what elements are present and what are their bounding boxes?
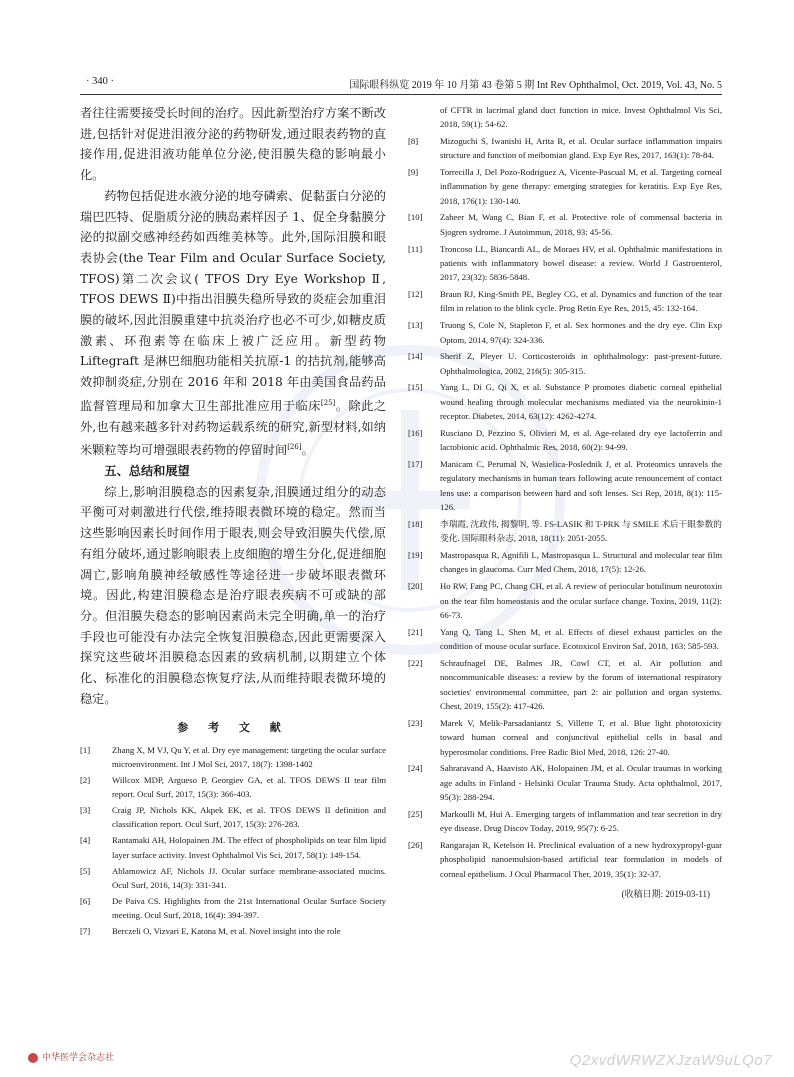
reference-number: [22] xyxy=(408,657,423,668)
reference-item xyxy=(408,287,722,316)
reference-number: [10] xyxy=(408,212,423,223)
reference-number: [18] xyxy=(408,518,423,529)
reference-number: [9] xyxy=(408,166,419,177)
body-paragraph-3: 综上,影响泪膜稳态的因素复杂,泪膜通过组分的动态平衡可对刺激进行代偿,维持眼表微环境的稳定。然而当这些影响因素长时间作用于眼表,则会导致泪膜失代偿,原有组分破坏,通过影响眼表上皮细胞的增生分化,促进细胞凋亡,影响角膜神经敏感性等途径进一步破坏眼表微环境。因此,构建泪膜稳态是治疗眼表疾病不可或缺的部分。但泪膜失稳态的影响因素尚未完全明确,单一的治疗手段也可能没有办法完全恢复泪膜稳态,因此更需要深入探究这些破坏泪膜稳态因素的致病机制,以期建立个体化、标准化的泪膜稳态恢复疗法,从而维持眼表微环境的稳定。 xyxy=(80,484,386,706)
reference-item xyxy=(80,833,386,861)
reference-text: Braun RJ, King-Smith PE, Begley CG, et al. Dynamics and function of the tear film in relation to the blink cycle. Prog Retin Eye Res, 2015, 45: 132-164. xyxy=(440,289,722,314)
reference-7-continuation: of CFTR in lacrimal gland duct function in mice. Invest Ophthalmol Vis Sci, 2018, 59(1): 54-62. xyxy=(440,105,722,130)
reference-item xyxy=(408,318,722,347)
reference-item xyxy=(408,716,722,759)
reference-text: Troncoso LL, Biancardi AL, de Moraes HV, et al. Ophthalmic manifestations in patients with inflammatory bowel disease: a review. World J Gastroenterol, 2017, 23(32): 5836-5848. xyxy=(440,243,722,283)
reference-number: [15] xyxy=(408,382,423,393)
reference-text: Zhang X, M VJ, Qu Y, et al. Dry eye management: targeting the ocular surface microenvironment. Int J Mol Sci, 2017, 18(7): 1398-1402 xyxy=(112,744,386,769)
reference-text: Sahraravand A, Haavisto AK, Holopainen JM, et al. Ocular traumas in working age adults in Finland - Helsinki Ocular Trauma Study. Acta ophthalmol, 2017, 95(3): 288-294. xyxy=(440,763,722,803)
reference-text: Mizoguchi S, Iwanishi H, Arita R, et al. Ocular surface inflammation impairs structure and function of meibomian gland. Exp Eye Res, 2017, 163(1): 78-84. xyxy=(440,135,722,161)
reference-number: [12] xyxy=(408,289,423,300)
reference-item xyxy=(408,548,722,577)
reference-item xyxy=(408,380,722,423)
reference-text: Rantamaki AH, Holopainen JM. The effect of phospholipids on tear film lipid layer surface activity. Invest Ophthalmol Vis Sci, 2017, 58(1): 149-154. xyxy=(112,835,386,860)
reference-item xyxy=(408,134,722,163)
section-heading-conclusion: 五、总结和展望 xyxy=(104,464,190,479)
citation-26: [26] xyxy=(287,443,302,452)
reference-number: [14] xyxy=(408,351,423,362)
reference-item xyxy=(80,743,386,771)
reference-item xyxy=(408,165,722,208)
body-paragraph-2: 药物包括促进水液分泌的地夸磷索、促黏蛋白分泌的瑞巴匹特、促脂质分泌的胰岛素样因子 1、促全身黏膜分泌的拟副交感神经药如西维美林等。此外,国际泪膜和眼表协会(the Tear Film and Ocular Surface Society, TFOS)第二次会议( TFOS Dry Eye Workshop Ⅱ, TFOS DEWS Ⅱ)中指出泪膜失稳所导致的炎症会加重泪膜的破坏,因此泪膜重建中抗炎治疗也必不可少,如糖皮质激素、环孢素等在临床上被广泛应用。新型药物 Liftegraft 是淋巴细胞功能相关抗原-1 的拮抗剂,能够高效抑制炎症,分别在 2016 年和 2018 年由美国食品药品监督管理局和加拿大卫生部批准应用于临床[25]。除此之外,也有越来越多针对药物运载系统的研究,新型材料,如纳米颗粒等均可增强眼表药物的停留时间[26]。 xyxy=(80,188,387,458)
reference-text: Ablamowicz AF, Nichols JJ. Ocular surface membrane-associated mucins. Ocul Surf, 2016, 14(3): 331-341. xyxy=(112,865,386,890)
reference-list-right xyxy=(408,134,722,881)
reference-text: Torrecilla J, Del Pozo-Rodriguez A, Vicente-Pascual M, et al. Targeting corneal inflammation by gene therapy: emerging strategies for keratitis. Exp Eye Res, 2018, 176(1): 130-140. xyxy=(440,166,722,206)
journal-citation-line: 国际眼科纵览 2019 年 10 月第 43 卷第 5 期 Int Rev Ophthalmol, Oct. 2019, Vol. 43, No. 5 xyxy=(349,80,722,91)
reference-text: Mastropasqua R, Agnifili L, Mastropasqua L. Structural and molecular tear film changes in glaucoma. Curr Med Chem, 2018, 17(5): 12-26. xyxy=(440,550,722,575)
citation-25: [25] xyxy=(320,398,336,407)
reference-item xyxy=(80,773,386,801)
reference-number: [24] xyxy=(408,763,423,774)
left-column xyxy=(80,103,386,940)
reference-number: [4] xyxy=(80,835,91,846)
reference-number: [11] xyxy=(408,243,423,254)
received-date: (收稿日期: 2019-03-11) xyxy=(621,889,710,900)
reference-item xyxy=(80,803,386,831)
reference-item xyxy=(80,864,386,892)
publisher-seal-icon xyxy=(28,1053,38,1063)
right-column xyxy=(408,103,722,900)
reference-number: [5] xyxy=(80,865,91,876)
reference-text: 李瑞霞, 沈政伟, 揭黎明, 等. FS-LASIK 和 T-PRK 与 SMILE 术后干眼参数的变化. 国际眼科杂志, 2018, 18(11): 2051-2055. xyxy=(440,518,722,544)
reference-number: [21] xyxy=(408,626,423,637)
reference-number: [23] xyxy=(408,717,423,728)
reference-number: [7] xyxy=(80,926,91,937)
reference-number: [16] xyxy=(408,427,423,438)
reference-item xyxy=(80,894,386,922)
page-header xyxy=(80,72,722,95)
reference-number: [17] xyxy=(408,459,423,470)
reference-text: Markoulli M, Hui A. Emerging targets of inflammation and tear secretion in dry eye disease. Drug Discov Today, 2019, 95(7): 6-25. xyxy=(440,808,722,834)
reference-text: De Paiva CS. Highlights from the 21st International Ocular Surface Society meeting. Ocul Surf, 2018, 16(4): 394-397. xyxy=(112,896,386,921)
reference-item xyxy=(408,656,722,714)
reference-item xyxy=(408,761,722,804)
reference-number: [3] xyxy=(80,805,91,816)
reference-number: [19] xyxy=(408,550,423,561)
reference-text: Manicam C, Perumal N, Wasielica-Poslednik J, et al. Proteomics unravels the regulatory mechanisms in human tears following acute renouncement of contact lens use: a comparison between hard and soft lenses. Sci Rep, 2018, 8(1): 115-126. xyxy=(440,459,722,513)
reference-number: [6] xyxy=(80,896,91,906)
reference-text: Marek V, Melik-Parsadaniantz S, Villette T, et al. Blue light phototoxicity toward human corneal and conjunctival epithelial cells in basal and hyperosmolar conditions. Free Radic Biol Med, 2018, 126: 27-40. xyxy=(440,717,722,757)
reference-number: [13] xyxy=(408,320,423,331)
reference-item xyxy=(408,517,722,546)
reference-text: Truong S, Cole N, Stapleton F, et al. Sex hormones and the dry eye. Clin Exp Optom, 2014, 97(4): 324-336. xyxy=(440,320,722,345)
publisher-logo: 中华医学会杂志社 xyxy=(28,1050,114,1063)
reference-item xyxy=(408,838,722,881)
reference-list-left xyxy=(80,743,386,939)
reference-item xyxy=(408,807,722,836)
reference-text: Yang Q, Tang L, Shen M, et al. Effects of diesel exhaust particles on the condition of mouse ocular surface. Ecotoxicol Environ Saf, 2018, 163: 585-593. xyxy=(440,626,722,652)
reference-item xyxy=(408,426,722,455)
body-paragraph-1: 者往往需要接受长时间的治疗。因此新型治疗方案不断改进,包括针对促进泪液分泌的药物研发,通过眼表药物的直接作用,促进泪液功能单位分泌,使泪膜失稳的影响最小化。 xyxy=(80,106,386,183)
reference-number: [1] xyxy=(80,744,91,755)
reference-number: [25] xyxy=(408,808,423,819)
reference-text: Schraufnagel DE, Balmes JR, Cowl CT, et al. Air pollution and noncommunicable diseases: a review by the forum of international respiratory societies' environmental committee, part 2: air pollution and organ systems. Chest, 2019, 155(2): 417-426. xyxy=(440,657,722,711)
reference-text: Rusciano D, Pezzino S, Olivieri M, et al. Age-related dry eye lactoferrin and lactobionic acid. Ophthalmic Res, 2018, 60(2): 94-99. xyxy=(440,427,722,453)
reference-text: Sherif Z, Pleyer U. Corticosteroids in ophthalmology: past-present-future. Ophthalmologica, 2002, 216(5): 305-315. xyxy=(440,351,722,376)
reference-item xyxy=(408,579,722,622)
reference-text: Berczeli O, Vizvari E, Katona M, et al. Novel insight into the role xyxy=(112,926,341,937)
reference-item xyxy=(80,924,386,938)
reference-number: [8] xyxy=(408,135,419,146)
reference-item xyxy=(408,457,722,515)
references-title: 参 考 文 献 xyxy=(177,720,289,734)
reference-item xyxy=(408,625,722,654)
footer-watermark-code: Q2xvdWRWZXJzaW9uLQo7 xyxy=(569,1052,772,1069)
reference-text: Craig JP, Nichols KK, Akpek EK, et al. TFOS DEWS II definition and classification report. Ocul Surf, 2017, 15(3): 276-283. xyxy=(112,805,386,830)
reference-text: Willcox MDP, Argueso P, Georgiev GA, et al. TFOS DEWS II tear film report. Ocul Surf, 2017, 15(3): 366-403. xyxy=(112,774,386,800)
reference-item xyxy=(408,242,722,285)
reference-number: [26] xyxy=(408,839,423,850)
reference-text: Ho RW, Fang PC, Chang CH, et al. A review of periocular botulinum neurotoxin on the tear film homeostasis and the ocular surface change. Toxins, 2019, 11(2): 66-73. xyxy=(440,581,722,620)
reference-text: Zaheer M, Wang C, Bian F, et al. Protective role of commensal bacteria in Sjogren sydrome. J Autoimmun, 2018, 93: 45-56. xyxy=(440,212,722,237)
reference-number: [2] xyxy=(80,774,91,785)
reference-text: Rangarajan R, Ketelson H. Preclinical evaluation of a new hydroxypropyl-guar phospholipid nanoemulsion-based artificial tear formulation in models of corneal epithelium. J Ocul Pharmacol Ther, 2019, 35(1): 32-37. xyxy=(440,839,722,879)
reference-number: [20] xyxy=(408,581,423,592)
reference-text: Yang L, Di G, Qi X, et al. Substance P promotes diabetic corneal epithelial wound healing through molecular mechanisms mediated via the neurokinin-1 receptor. Diabetes, 2014, 63(12): 4262-4274. xyxy=(440,382,722,422)
page-number: · 340 · xyxy=(86,76,114,87)
reference-item xyxy=(408,349,722,378)
reference-item xyxy=(408,210,722,239)
